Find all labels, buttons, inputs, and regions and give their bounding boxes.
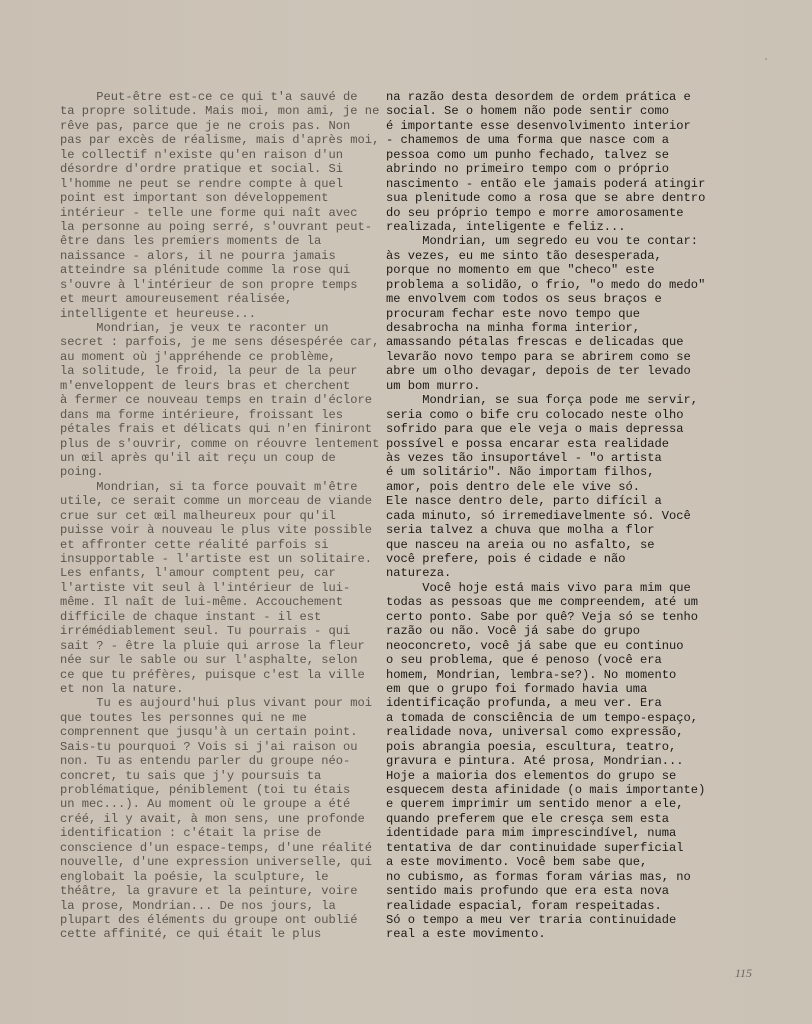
- text-line: un œil après qu'il ait reçu un coup de: [60, 450, 336, 465]
- text-line: désordre d'ordre pratique et social. Si: [60, 162, 344, 177]
- text-line: que toutes les personnes qui ne me: [60, 710, 307, 725]
- text-line: social. Se o homem não pode sentir como: [386, 104, 670, 119]
- text-line: m'enveloppent de leurs bras et cherchent: [60, 378, 351, 393]
- page-number: 115: [734, 966, 752, 980]
- text-line: o seu problema, que é penoso (você era: [386, 653, 662, 668]
- text-line: Você hoje está mais vivo para mim que: [386, 580, 691, 595]
- text-line: plus de s'ouvrir, comme on réouvre lentement: [60, 436, 380, 451]
- text-line: intérieur - telle une forme qui naît avec: [60, 205, 358, 220]
- text-line: le collectif n'existe qu'en raison d'un: [60, 147, 344, 162]
- text-line: identificação profunda, a meu ver. Era: [386, 696, 662, 711]
- text-line: comprennent que jusqu'à un certain point.: [60, 725, 358, 740]
- text-line: ta propre solitude. Mais moi, mon ami, je ne: [60, 104, 380, 119]
- text-line: l'artiste vit seul à l'intérieur de lui-: [60, 580, 351, 595]
- text-line: l'homme ne peut se rendre compte à quel: [60, 176, 344, 191]
- text-line: natureza.: [386, 566, 452, 581]
- text-line: - chamemos de uma forma que nasce com a: [386, 133, 670, 148]
- text-line: quando preferem que ele cresça sem esta: [386, 811, 670, 826]
- text-line: Mondrian, si ta force pouvait m'être: [60, 479, 358, 494]
- text-line: pois abrangia poesia, escultura, teatro,: [386, 739, 677, 754]
- text-line: Tu es aujourd'hui plus vivant pour moi: [60, 696, 373, 711]
- portuguese-text-column: [386, 90, 706, 942]
- text-line: même. Il naît de lui-même. Accouchement: [60, 595, 344, 610]
- text-line: homem, Mondrian, lembra-se?). No momento: [386, 667, 677, 682]
- text-line: cada minuto, só irremediavelmente só. Você: [386, 508, 691, 523]
- text-line: intelligente et heureuse...: [60, 306, 256, 321]
- text-line: ce que tu préfères, puisque c'est la ville: [60, 667, 365, 682]
- text-line: na razão desta desordem de ordem prática e: [386, 90, 691, 104]
- text-line: problématique, péniblement (toi tu étais: [60, 783, 351, 797]
- text-line: me envolvem com todos os seus braços e: [386, 292, 662, 307]
- text-line: la solitude, le froid, la peur de la peur: [60, 364, 358, 379]
- text-line: amor, pois dentro dele ele vive só.: [386, 479, 641, 494]
- text-line: que nasceu na areia ou no asfalto, se: [386, 537, 655, 552]
- text-line: do seu próprio tempo e morre amorosamente: [386, 205, 684, 220]
- text-line: possível e possa encarar esta realidade: [386, 436, 670, 451]
- text-line: naissance - alors, il ne pourra jamais: [60, 248, 336, 263]
- text-line: amassando pétalas frescas e delicadas que: [386, 335, 684, 350]
- text-line: um bom murro.: [386, 378, 481, 393]
- text-line: Só o tempo a meu ver traria continuidade: [386, 912, 677, 927]
- text-line: à fermer ce nouveau temps en train d'éclore: [60, 393, 373, 408]
- text-line: et affronter cette réalité parfois si: [60, 537, 329, 552]
- text-line: sofrido para que ele veja o mais depressa: [386, 422, 684, 437]
- text-line: et non la nature.: [60, 681, 184, 696]
- text-line: abrindo no primeiro tempo com o próprio: [386, 162, 670, 177]
- text-line: Les enfants, l'amour comptent peu, car: [60, 566, 336, 581]
- text-line: esquecem desta afinidade (o mais importante): [386, 783, 706, 797]
- text-line: pétales frais et délicats qui n'en finiront: [60, 422, 373, 437]
- text-line: porque no momento em que "checo" este: [386, 263, 655, 278]
- text-line: abre um olho devagar, depois de ter levado: [386, 364, 691, 379]
- text-line: la personne au poing serré, s'ouvrant peut-: [60, 219, 373, 234]
- text-line: un mec...). Au moment où le groupe a été: [60, 797, 351, 812]
- text-line: créé, il y avait, à mon sens, une profonde: [60, 811, 365, 826]
- text-line: cette affinité, ce qui était le plus: [60, 927, 322, 942]
- text-line: você prefere, pois é cidade e não: [386, 552, 626, 566]
- text-line: razão ou não. Você já sabe do grupo: [386, 624, 641, 639]
- text-line: atteindre sa plénitude comme la rose qui: [60, 263, 351, 278]
- text-line: s'ouvre à l'intérieur de son propre temps: [60, 277, 358, 292]
- text-line: Mondrian, um segredo eu vou te contar:: [386, 234, 699, 249]
- text-line: sua plenitude como a rosa que se abre dentro: [386, 191, 706, 206]
- text-line: et meurt amoureusement réalisée,: [60, 292, 293, 307]
- text-line: pessoa como um punho fechado, talvez se: [386, 147, 670, 162]
- text-line: Ele nasce dentro dele, parto difícil a: [386, 494, 662, 509]
- text-line: às vezes tão insuportável - "o artista: [386, 450, 662, 465]
- text-line: neoconcreto, você já sabe que eu continuo: [386, 638, 684, 653]
- text-line: real a este movimento.: [386, 927, 546, 942]
- text-line: nascimento - então ele jamais poderá atingir: [386, 176, 706, 191]
- text-line: problema a solidão, o frio, "o medo do medo": [386, 277, 706, 292]
- text-line: certo ponto. Sabe por quê? Veja só se tenho: [386, 609, 699, 624]
- text-line: identidade para mim imprescindível, numa: [386, 826, 677, 841]
- text-line: desabrocha na minha forma interior,: [386, 321, 641, 335]
- text-line: a tomada de consciência de um tempo-espaço,: [386, 710, 699, 725]
- text-line: identification : c'était la prise de: [60, 826, 322, 841]
- text-line: e querem imprimir um sentido menor a ele,: [386, 797, 684, 812]
- text-line: secret : parfois, je me sens désespérée car,: [60, 335, 380, 350]
- text-line: realidade nova, universal como expressão,: [386, 725, 684, 740]
- text-line: sait ? - être la pluie qui arrose la fleur: [60, 638, 365, 653]
- text-line: no cubismo, as formas foram várias mas, no: [386, 869, 691, 884]
- paper-speck: [765, 58, 767, 60]
- text-line: irrémédiablement seul. Tu pourrais - qui: [60, 624, 351, 639]
- text-line: seria talvez a chuva que molha a flor: [386, 523, 655, 538]
- text-line: insupportable - l'artiste est un solitaire.: [60, 552, 373, 566]
- text-line: tentativa de dar continuidade superficial: [386, 840, 684, 855]
- text-line: point est important son développement: [60, 191, 329, 206]
- text-line: au moment où j'appréhende ce problème,: [60, 349, 336, 364]
- text-line: dans ma forme intérieure, froissant les: [60, 407, 344, 422]
- text-line: plupart des éléments du groupe ont oublié: [60, 912, 358, 927]
- text-line: realizada, inteligente e feliz...: [386, 219, 626, 234]
- text-line: concret, tu sais que j'y poursuis ta: [60, 768, 322, 783]
- text-line: crue sur cet œil malheureux pour qu'il: [60, 508, 336, 523]
- text-line: todas as pessoas que me compreendem, até um: [386, 595, 699, 610]
- text-line: utile, ce serait comme un morceau de viande: [60, 494, 373, 509]
- text-line: théâtre, la gravure et la peinture, voire: [60, 884, 358, 899]
- text-line: procuram fechar este novo tempo que: [386, 306, 641, 321]
- text-line: seria como o bife cru colocado neste olho: [386, 407, 684, 422]
- text-line: puisse voir à nouveau le plus vite possible: [60, 523, 373, 538]
- text-line: às vezes, eu me sinto tão desesperada,: [386, 248, 662, 263]
- text-line: être dans les premiers moments de la: [60, 234, 322, 249]
- text-line: conscience d'un espace-temps, d'une réalité: [60, 840, 373, 855]
- text-line: nouvelle, d'une expression universelle, qui: [60, 855, 373, 870]
- text-line: non. Tu as entendu parler du groupe néo-: [60, 754, 351, 769]
- text-line: sentido mais profundo que era esta nova: [386, 884, 670, 899]
- text-line: poing.: [60, 465, 104, 480]
- text-line: pas par excès de réalisme, mais d'après moi,: [60, 133, 380, 148]
- text-line: em que o grupo foi formado havia uma: [386, 681, 648, 696]
- text-line: la prose, Mondrian... De nos jours, la: [60, 898, 336, 913]
- french-text-column: [60, 90, 380, 942]
- text-line: née sur le sable ou sur l'asphalte, selon: [60, 653, 358, 668]
- text-line: a este movimento. Você bem sabe que,: [386, 855, 648, 870]
- text-line: Hoje a maioria dos elementos do grupo se: [386, 768, 677, 783]
- text-line: gravura e pintura. Até prosa, Mondrian...: [386, 754, 684, 769]
- text-line: difficile de chaque instant - il est: [60, 609, 322, 624]
- text-line: levarão novo tempo para se abrirem como se: [386, 349, 691, 364]
- text-line: Sais-tu pourquoi ? Vois si j'ai raison ou: [60, 739, 358, 754]
- text-line: é importante esse desenvolvimento interior: [386, 118, 691, 133]
- text-line: rêve pas, parce que je ne crois pas. Non: [60, 118, 351, 133]
- text-line: é um solitário". Não importam filhos,: [386, 465, 655, 480]
- text-line: Mondrian, je veux te raconter un: [60, 321, 329, 335]
- text-line: englobait la poésie, la sculpture, le: [60, 869, 329, 884]
- text-line: realidade espacial, foram respeitadas.: [386, 898, 662, 913]
- text-line: Mondrian, se sua força pode me servir,: [386, 393, 699, 408]
- text-line: Peut-être est-ce ce qui t'a sauvé de: [60, 90, 358, 104]
